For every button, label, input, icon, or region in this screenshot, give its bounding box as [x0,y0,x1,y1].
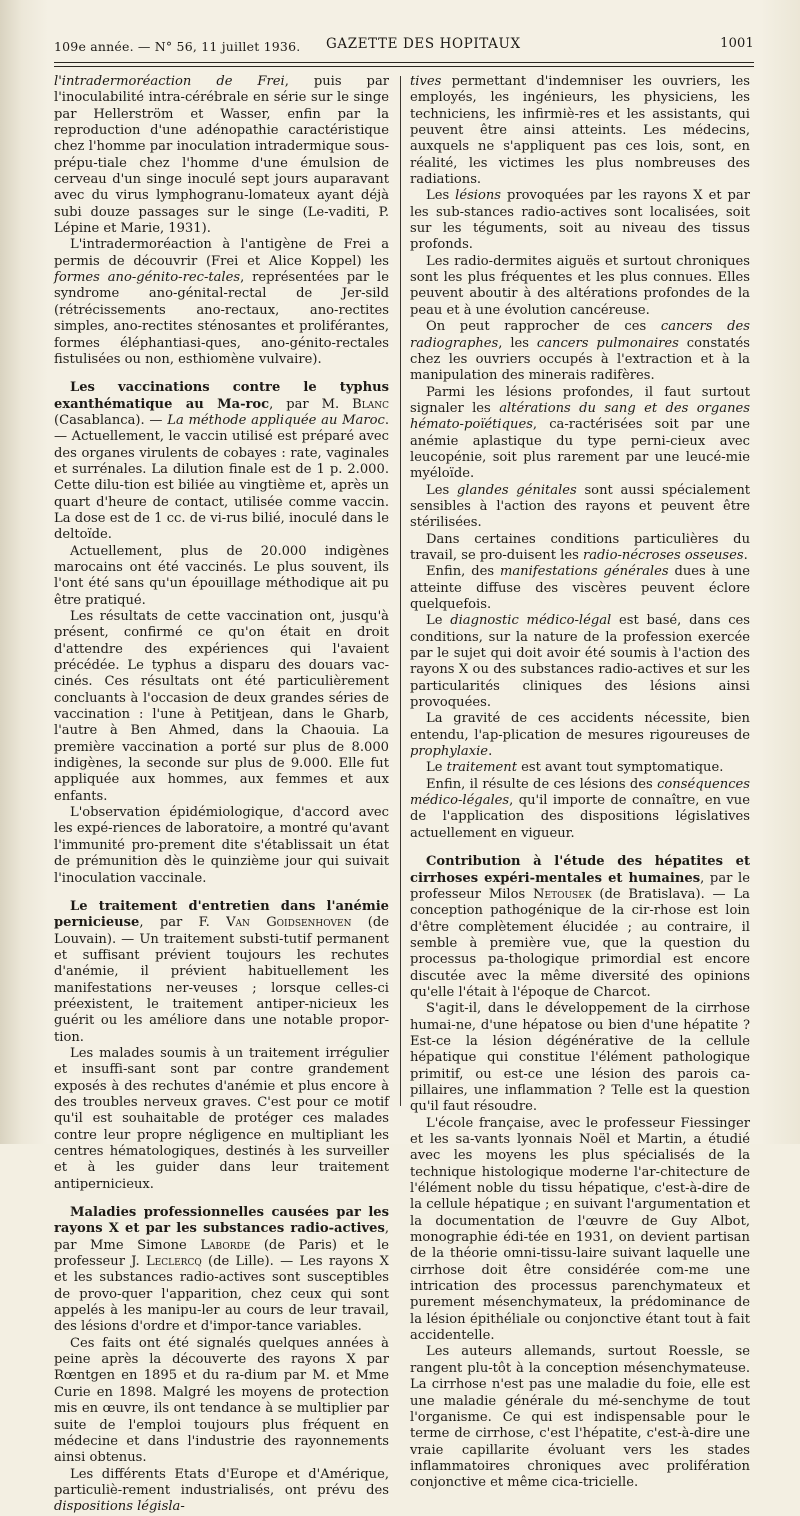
paragraph-r4: On peut rapprocher de ces cancers des radiographes, les cancers pulmonaires constatés chez les ouvriers occupés à l'extraction et à la manipulation des minerais radifères. [410,319,750,384]
issue-info: 109e année. — N° 56, 11 juillet 1936. [54,39,301,54]
paragraph-r15: L'école française, avec le professeur Fiessinger et les sa-vants lyonnais Noël et Martin, a étudié avec les moyens les plus spécialisés de la technique histologique moderne l'ar-chitecture de l'élément noble du tissu hépatique, c'est-à-dire de la cellule hépatique ; en suivant l'argumentation et la documentation de l'œuvre de Guy Albot, monographie édi-tée en 1931, on devient partisan de la théorie omni-tissu-laire suivant laquelle une cirrhose doit être considérée com-me une intrication des processus parenchymateux et purement mésenchymateux, la prédominance de la lésion épithéliale ou conjonctive étant tout à fait accidentelle. [410,1115,750,1344]
paragraph-r2: Les lésions provoquées par les rayons X et par les sub-stances radio-actives sont localisées, soit sur les téguments, soit au niveau des tissus profonds. [410,188,751,253]
paragraph-r12: Enfin, il résulte de ces lésions des conséquences médico-légales, qu'il importe de connaître, en vue de l'application des dispositions législatives actuellement en vigueur. [410,776,750,841]
paragraph-p8: Les malades soumis à un traitement irrégulier et insuffi-sant sont par contre grandement exposés à des rechutes d'anémie et plus encore à des troubles nerveux graves. C'est pour ce motif qu'il est souhaitable de protéger ces malades contre leur propre négligence en multipliant les centres hématologiques, destinés à les surveiller et à les guider dans leur traitement antipernicieux. [54,1045,389,1192]
paragraph-r16: Les auteurs allemands, surtout Roessle, se rangent plu-tôt à la conception mésenchymateuse. La cirrhose n'est pas une maladie du foie, elle est une maladie générale du mé-senchyme de tout l'organisme. Ce qui est indispensable pour le terme de cirrhose, c'est l'hépatite, c'est-à-dire une vraie capillarite évoluant vers les stades inflammatoires chroniques avec prolifération conjonctive et même cica-tricielle. [410,1344,750,1491]
column-divider [400,76,401,1106]
paragraph-p10: Ces faits ont été signalés quelques années à peine après la découverte des rayons X par Rœntgen en 1895 et du ra-dium par M. et Mme Curie en 1898. Malgré les moyens de protection mis en œuvre, ils ont tendance à se multiplier par suite de l'emploi toujours plus fréquent en médecine et dans l'industrie des rayonnements ainsi obtenus. [54,1335,389,1466]
paragraph-r7: Dans certaines conditions particulières du travail, se pro-duisent les radio-nécroses osseuses. [410,531,750,563]
left-column [54,74,389,1516]
paragraph-r6: Les glandes génitales sont aussi spécialement sensibles à l'action des rayons et peuvent être stérilisées. [410,482,751,531]
paragraph-r8: Enfin, des manifestations générales dues à une atteinte diffuse des viscères peuvent éclore quelquefois. [410,564,750,612]
header-rule-top [54,62,754,63]
paragraph-r13: Contribution à l'étude des hépatites et cirrhoses expéri-mentales et humaines, par le professeur Milos Netousek (de Bratislava). — La conception pathogénique de la cir-rhose est loin d'être complètement élucidée ; au contraire, il semble à première vue, que la question du processus pa-thologique primordial est encore discutée avec la même diversité des opinions qu'elle l'était à l'époque de Charcot. [410,854,750,1000]
paragraph-r11: Le traitement est avant tout symptomatique. [426,760,724,776]
paragraph-r10: La gravité de ces accidents nécessite, bien entendu, l'ap-plication de mesures rigoureuses de prophylaxie. [410,711,750,760]
page-number: 1001 [720,36,754,51]
paragraph-p3: Les vaccinations contre le typhus exanthématique au Ma-roc, par M. Blanc (Casablanca). — La méthode appliquée au Maroc. — Actuellement, le vaccin utilisé est préparé avec des organes virulents de cobayes : rate, vaginales et surrénales. La dilution finale est de 1 p. 2.000. Cette dilu-tion est biliée au vingtième et, après un quart d'heure de contact, utilisée comme vaccin. La dose est de 1 cc. de vi-rus bilié, inoculé dans le deltoïde. [54,380,389,543]
paragraph-p11: Les différents Etats d'Europe et d'Amérique, particuliè-rement industrialisés, ont prévu des dispositions législa- [54,1466,389,1515]
running-header [54,36,754,58]
paragraph-r1: tives permettant d'indemniser les ouvriers, les employés, les ingénieurs, les physiciens, les techniciens, les infirmiè-res et les assistants, qui peuvent être ainsi atteints. Les médecins, auxquels ne s'appliquent pas ces lois, sont, en réalité, les victimes les plus nombreuses des radiations. [410,74,750,188]
paragraph-r14: S'agit-il, dans le développement de la cirrhose humai-ne, d'une hépatose ou bien d'une hépatite ? Est-ce la lésion dégénérative de la cellule hépatique qui constitue l'élément pathologique primitif, ou est-ce une lésion des parois ca-pillaires, une inflammation ? Telle est la question qu'il faut résoudre. [410,1001,750,1115]
paragraph-r3: Les radio-dermites aiguës et surtout chroniques sont les plus fréquentes et les plus connues. Elles peuvent aboutir à des altérations profondes de la peau et à une évolution cancéreuse. [410,253,750,318]
paragraph-p1: l'intradermoréaction de Frei, puis par l'inoculabilité intra-cérébrale en série sur le singe par Hellerström et Wasser, enfin par la reproduction d'une adénopathie caractéristique chez l'homme par inoculation intradermique sous-prépu-tiale chez l'homme d'une émulsion de cerveau d'un singe inoculé sept jours auparavant avec du virus lymphogranu-lomateux ayant déjà subi douze passages sur le singe (Le-vaditi, P. Lépine et Marie, 1931). [54,74,390,237]
paragraph-p5: Les résultats de cette vaccination ont, jusqu'à présent, confirmé ce qu'on était en droit d'attendre des expériences qui l'avaient précédée. Le typhus a disparu des douars vac-cinés. Ces résultats ont été particulièrement concluants à l'occasion de deux grandes séries de vaccination : l'une à Petitjean, dans le Gharb, l'autre à Ben Ahmed, dans la Chaouia. La première vaccination a porté sur plus de 8.000 indigènes, la seconde sur plus de 9.000. Elle fut appliquée aux hommes, aux femmes et aux enfants. [54,609,389,804]
paragraph-p9: Maladies professionnelles causées par les rayons X et par les substances radio-actives, par Mme Simone Laborde (de Paris) et le professeur J. Leclercq (de Lille). — Les rayons X et les substances radio-actives sont susceptibles de provo-quer l'apparition, chez ceux qui sont appelés à les manipu-ler au cours de leur travail, des lésions d'ordre et d'impor-tance variables. [54,1205,389,1335]
right-column [410,74,750,1492]
paragraph-r9: Le diagnostic médico-légal est basé, dans ces conditions, sur la nature de la profession exercée par le sujet qui doit avoir été soumis à l'action des rayons X ou des substances radio-actives et sur les particularités cliniques des lésions ainsi provoquées. [410,613,750,711]
paragraph-p7: Le traitement d'entretien dans l'anémie pernicieuse, par F. Van Goidsenhoven (de Louvain). — Un traitement substi-tutif permanent et suffisant prévient toujours les rechutes d'anémie, il prévient habituellement les manifestations ner-veuses ; lorsque celles-ci préexistent, le traitement antiper-nicieux les guérit ou les améliore dans une notable propor-tion. [54,898,389,1045]
paragraph-p6: L'observation épidémiologique, d'accord avec les expé-riences de laboratoire, a montré qu'avant l'immunité pro-prement dite s'établissait un état de prémunition dès le quinzième jour qui suivait l'inoculation vaccinale. [54,805,389,886]
paragraph-p2: L'intradermoréaction à l'antigène de Frei a permis de découvrir (Frei et Alice Koppel) les formes ano-génito-rec-tales, représentées par le syndrome ano-génital-rectal de Jer-sild (rétrécissements ano-rectaux, ano-rectites simples, ano-rectites sténosantes et proliférantes, formes éléphantiasi-ques, ano-génito-rectales fistulisées ou non, esthiomène vulvaire). [54,237,389,367]
journal-title: GAZETTE DES HOPITAUX [326,36,521,52]
paragraph-r5: Parmi les lésions profondes, il faut surtout signaler les altérations du sang et des organes hémato-poïétiques, ca-ractérisées soit par une anémie aplastique du type perni-cieux avec leucopénie, soit plus rarement par une leucé-mie myéloïde. [410,384,750,482]
paragraph-p4: Actuellement, plus de 20.000 indigènes marocains ont été vaccinés. Le plus souvent, ils l'ont été sans qu'un épouillage méthodique ait pu être pratiqué. [54,543,389,608]
header-rule-bottom [54,66,754,67]
